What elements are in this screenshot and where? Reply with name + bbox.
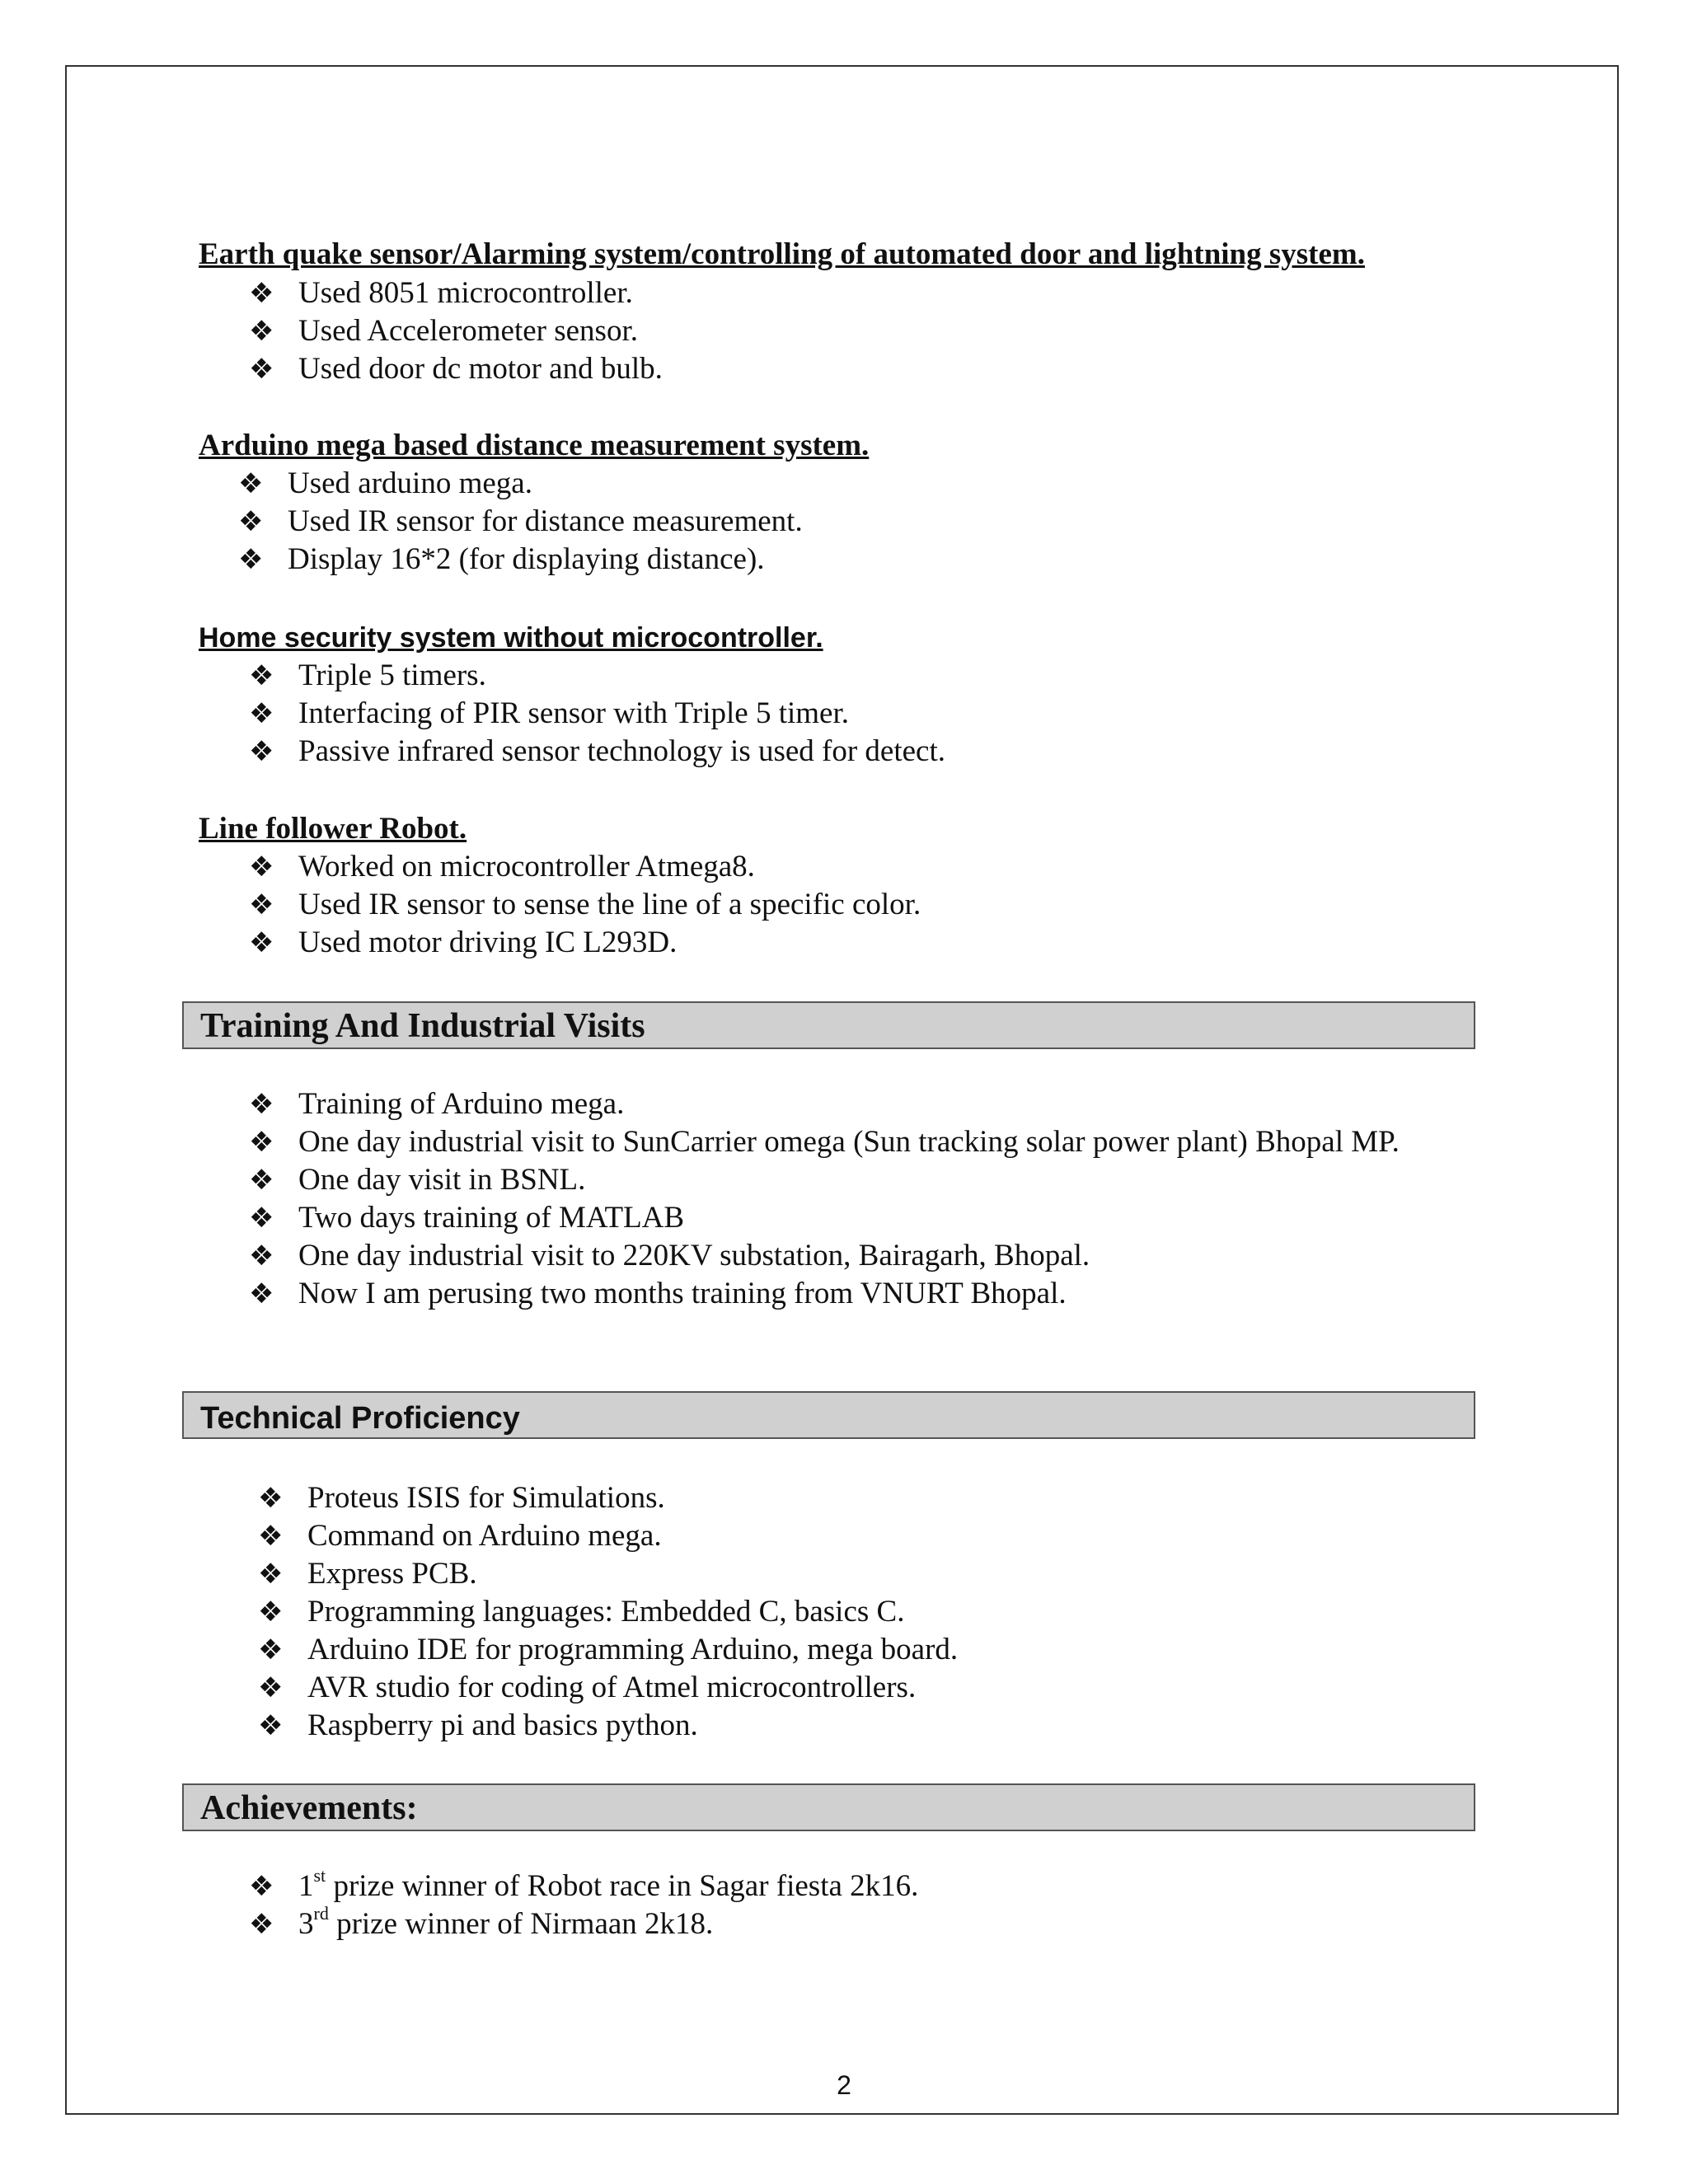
bullet-icon: ❖ — [249, 1908, 274, 1941]
list-item: ❖ Programming languages: Embedded C, basics C. — [307, 1593, 958, 1631]
list-item: ❖ One day industrial visit to SunCarrier omega (Sun tracking solar power plant) Bhopal MP. — [298, 1123, 1491, 1161]
bullet-icon: ❖ — [249, 1202, 274, 1235]
list-item: ❖ Used IR sensor for distance measurement. — [288, 503, 803, 541]
bullet-icon: ❖ — [249, 277, 274, 310]
list-item: ❖ Used 8051 microcontroller. — [298, 274, 663, 312]
list-item: ❖ Now I am perusing two months training from VNURT Bhopal. — [298, 1275, 1491, 1313]
bullet-icon: ❖ — [249, 1164, 274, 1197]
list-item: ❖ 3rd prize winner of Nirmaan 2k18. — [298, 1905, 918, 1943]
bullet-icon: ❖ — [258, 1633, 284, 1666]
bullet-icon: ❖ — [249, 1126, 274, 1159]
bullet-icon: ❖ — [238, 543, 264, 576]
bullet-icon: ❖ — [249, 851, 274, 883]
bullet-icon: ❖ — [258, 1558, 284, 1591]
list-item: ❖ Used motor driving IC L293D. — [298, 924, 921, 962]
list-item: ❖ 1st prize winner of Robot race in Sagar fiesta 2k16. — [298, 1868, 918, 1905]
bullet-icon: ❖ — [238, 467, 264, 500]
section-header-technical — [182, 1391, 1475, 1439]
project-home-security-list — [249, 657, 946, 771]
list-item: ❖ Used Accelerometer sensor. — [298, 312, 663, 350]
bullet-icon: ❖ — [249, 353, 274, 386]
project-title-earthquake: Earth quake sensor/Alarming system/controlling of automated door and lightning system. — [199, 237, 1365, 271]
list-item: ❖ Express PCB. — [307, 1555, 958, 1593]
project-title-line-follower: Line follower Robot. — [199, 812, 467, 846]
list-item: ❖ Used IR sensor to sense the line of a specific color. — [298, 886, 921, 924]
list-item: ❖ Interfacing of PIR sensor with Triple 5 timer. — [298, 695, 945, 733]
bullet-icon: ❖ — [238, 505, 264, 538]
list-item: ❖ Two days training of MATLAB — [298, 1199, 1491, 1237]
page-number: 2 — [837, 2070, 851, 2100]
project-arduino-list — [238, 465, 803, 579]
bullet-icon: ❖ — [258, 1482, 284, 1515]
list-item: ❖ Arduino IDE for programming Arduino, mega board. — [307, 1631, 958, 1669]
section-title: Training And Industrial Visits — [200, 1007, 645, 1045]
list-item: ❖ One day industrial visit to 220KV substation, Bairagarh, Bhopal. — [298, 1237, 1491, 1275]
project-earthquake-list — [249, 274, 663, 388]
bullet-icon: ❖ — [258, 1596, 284, 1629]
bullet-icon: ❖ — [249, 1870, 274, 1903]
section-header-training — [182, 1001, 1475, 1049]
list-item: ❖ Triple 5 timers. — [298, 657, 945, 695]
list-item: ❖ Used arduino mega. — [288, 465, 803, 503]
project-title-arduino-distance: Arduino mega based distance measurement system. — [199, 429, 870, 462]
bullet-icon: ❖ — [258, 1671, 284, 1704]
bullet-icon: ❖ — [249, 926, 274, 959]
project-title-home-security: Home security system without microcontroller. — [199, 622, 823, 654]
bullet-icon: ❖ — [249, 697, 274, 730]
project-line-follower-list — [249, 848, 921, 962]
bullet-icon: ❖ — [249, 659, 274, 692]
bullet-icon: ❖ — [258, 1709, 284, 1742]
list-item: ❖ Training of Arduino mega. — [298, 1085, 1491, 1123]
list-item: ❖ Proteus ISIS for Simulations. — [307, 1479, 958, 1517]
bullet-icon: ❖ — [249, 1240, 274, 1272]
bullet-icon: ❖ — [258, 1520, 284, 1553]
list-item: ❖ Command on Arduino mega. — [307, 1517, 958, 1555]
list-item: ❖ AVR studio for coding of Atmel microcontrollers. — [307, 1669, 958, 1707]
list-item: ❖ One day visit in BSNL. — [298, 1161, 1491, 1199]
training-list — [249, 1085, 1491, 1313]
bullet-icon: ❖ — [249, 1088, 274, 1121]
bullet-icon: ❖ — [249, 888, 274, 921]
section-title: Achievements: — [200, 1789, 418, 1827]
bullet-icon: ❖ — [249, 1277, 274, 1310]
technical-list — [258, 1479, 959, 1745]
list-item: ❖ Passive infrared sensor technology is used for detect. — [298, 733, 945, 771]
achievements-list — [249, 1864, 919, 1943]
list-item: ❖ Worked on microcontroller Atmega8. — [298, 848, 921, 886]
list-item: ❖ Display 16*2 (for displaying distance). — [288, 541, 803, 579]
bullet-icon: ❖ — [249, 315, 274, 348]
section-header-achievements — [182, 1783, 1475, 1831]
list-item: ❖ Raspberry pi and basics python. — [307, 1707, 958, 1745]
section-title: Technical Proficiency — [200, 1401, 520, 1436]
list-item: ❖ Used door dc motor and bulb. — [298, 350, 663, 388]
bullet-icon: ❖ — [249, 735, 274, 768]
